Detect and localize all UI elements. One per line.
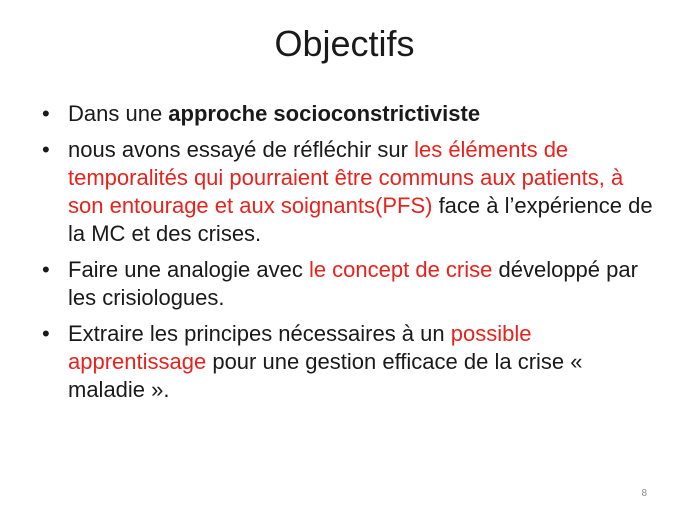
bullet-text-segment: Dans une xyxy=(68,101,169,126)
bullet-list xyxy=(36,100,656,412)
bullet-item xyxy=(36,136,656,248)
bullet-text-segment-bold: approche socioconstrictiviste xyxy=(168,101,481,126)
bullet-text-segment-highlight: le concept de crise xyxy=(308,257,493,282)
bullet-text-segment: Extraire les principes nécessaires à un xyxy=(68,321,451,346)
bullet-dot-icon: • xyxy=(42,101,50,126)
bullet-text-segment: pour une gestion efficace de la crise « maladie ». xyxy=(68,349,583,402)
bullet-text-segment: Faire une analogie avec xyxy=(68,257,309,282)
bullet-dot-icon: • xyxy=(42,257,50,282)
bullet-text-segment: développé par les crisiologues. xyxy=(68,257,638,310)
bullet-dot-icon: • xyxy=(42,137,50,162)
bullet-text-segment-highlight: les éléments de temporalités qui pourraient être communs aux patients, à son entourage et aux soignants(PFS) xyxy=(68,137,624,218)
page-number: 8 xyxy=(641,488,647,499)
bullet-item xyxy=(36,100,656,128)
bullet-text-segment: face à l’expérience de la MC et des crises. xyxy=(68,193,653,246)
slide-title: Objectifs xyxy=(274,23,415,64)
bullet-text-segment-highlight: possible apprentissage xyxy=(68,321,532,374)
bullet-item xyxy=(36,256,656,312)
bullet-item xyxy=(36,320,656,404)
bullet-text-segment: nous avons essayé de réfléchir sur xyxy=(68,137,415,162)
bullet-dot-icon: • xyxy=(42,321,50,346)
